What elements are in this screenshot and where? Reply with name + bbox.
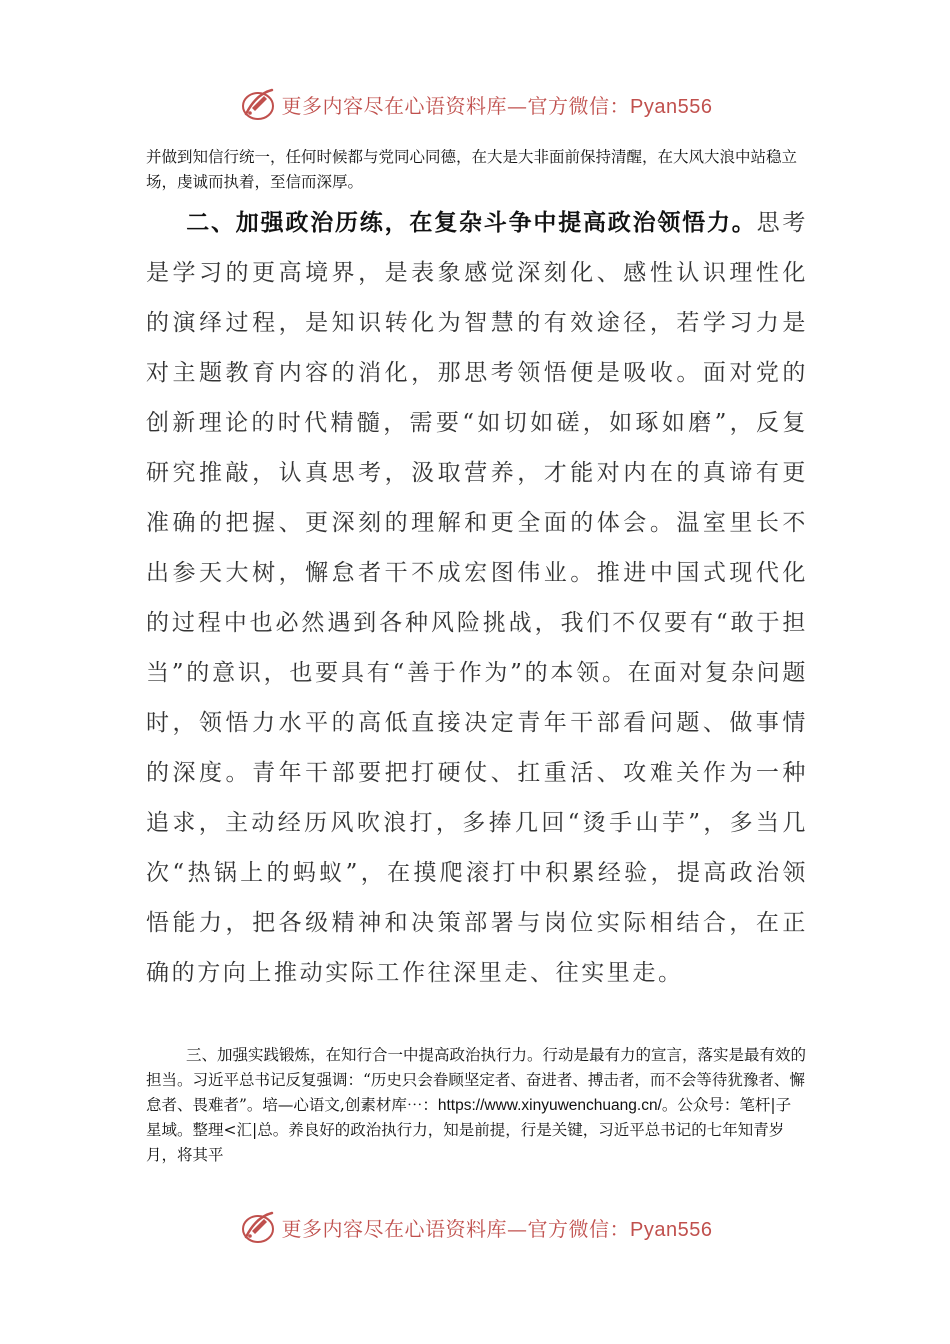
- banner-handle: Pyan556: [630, 95, 713, 118]
- paragraph-bottom-text: 三、加强实践锻炼，在知行合一中提高政治执行力。行动是最有力的宣言，落实是最有效的担当。习近平总书记反复强调：“历史只会眷顾坚定者、奋进者、搏击者，而不会等待犹豫者、懈怠者、畏难者”。培—心语文,创素材库⋯：: [146, 1046, 807, 1114]
- main-body: 思考是学习的更高境界，是表象感觉深刻化、感性认识理性化的演绎过程，是知识转化为智慧的有效途径，若学习力是对主题教育内容的消化，那思考领悟便是吸收。面对党的创新理论的时代精髓，需要“如切如磋，如琢如磨”，反复研究推敲，认真思考，汲取营养，才能对内在的真谛有更准确的把握、更深刻的理解和更全面的体会。温室里长不出参天大树，懈怠者干不成宏图伟业。推进中国式现代化的过程中也必然遇到各种风险挑战，我们不仅要有“敢于担当”的意识，也要具有“善于作为”的本领。在面对复杂问题时，领悟力水平的高低直接决定青年干部看问题、做事情的深度。青年干部要把打硬仗、扛重活、攻难关作为一种追求，主动经历风吹浪打，多捧几回“烫手山芋”，多当几次“热锅上的蚂蚁”，在摸爬滚打中积累经验，提高政治领悟能力，把各级精神和决策部署与岗位实际相结合，在正确的方向上推动实际工作往深里走、往实里走。: [146, 210, 808, 986]
- website-link[interactable]: https://www.xinyuwenchuang.cn/: [437, 1097, 662, 1114]
- paragraph-bottom: [146, 1043, 806, 1168]
- header-banner: [0, 82, 950, 126]
- paragraph-bottom-tail: 。公众号：笔杆|子星域。整理<汇|总。养良好的政治执行力，知是前提，行是关键，习近平总书记的七年知青岁月，将其平: [146, 1096, 792, 1164]
- section-heading: 二、加强政治历练，在复杂斗争中提高政治领悟力。: [186, 210, 757, 236]
- banner-text: 更多内容尽在心语资料库—官方微信：Pyan556: [281, 1216, 713, 1241]
- paragraph-top: 并做到知信行统一，任何时候都与党同心同德，在大是大非面前保持清醒，在大风大浪中站稳立场，虔诚而执着，至信而深厚。: [146, 148, 798, 191]
- pen-logo-icon: [238, 1207, 278, 1247]
- pen-logo-icon: [238, 84, 278, 124]
- main-paragraph: [146, 198, 808, 998]
- footer-banner: [0, 1205, 950, 1249]
- banner-handle: Pyan556: [630, 1218, 713, 1241]
- banner-text: 更多内容尽在心语资料库—官方微信：Pyan556: [281, 93, 713, 118]
